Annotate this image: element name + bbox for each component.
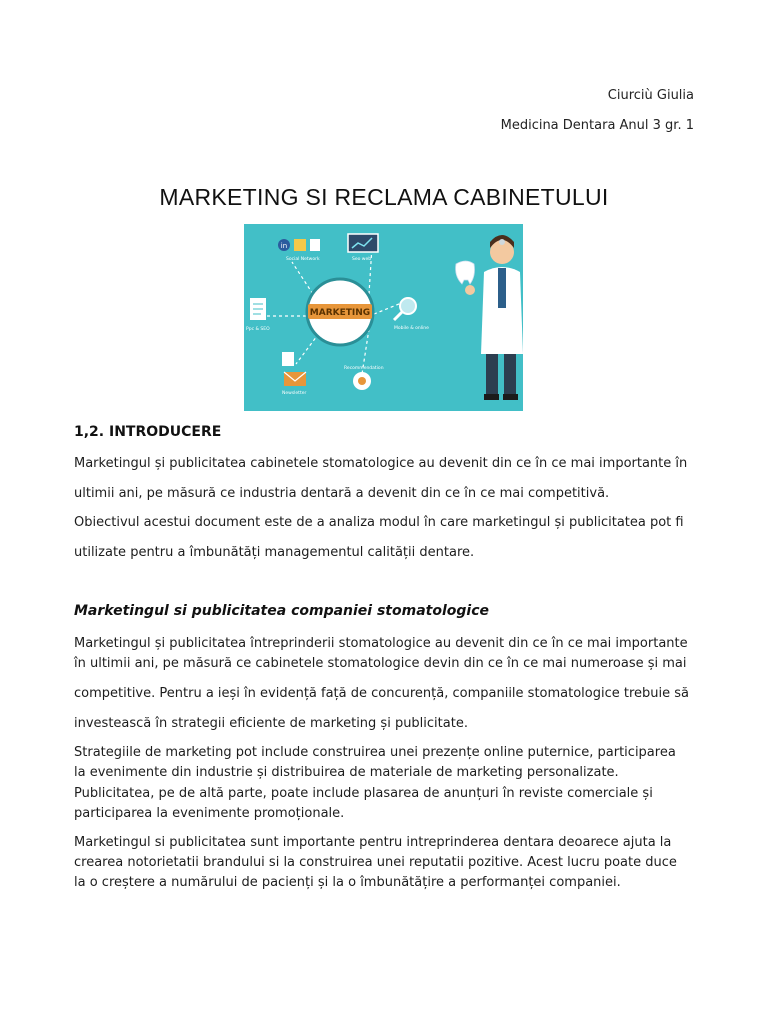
svg-text:in: in: [280, 242, 288, 250]
marketing-illustration: [244, 224, 523, 411]
magnifier-icon: [394, 298, 416, 320]
section-line-4: investească în strategii eficiente de marketing și publicitate.: [74, 716, 468, 731]
marketing-banner-text: MARKETING: [309, 308, 371, 318]
tooth-icon: [456, 261, 475, 295]
ppc-seo-icon: [250, 298, 266, 320]
section-heading: Marketingul si publicitatea companiei stomatologice: [74, 603, 489, 619]
newsletter-icon: [282, 352, 306, 386]
section-line-11: la o creștere a numărului de pacienți și la o îmbunătățire a performanței companiei.: [74, 875, 621, 890]
intro-line-4: utilizate pentru a îmbunătăți managementul calității dentare.: [74, 545, 475, 560]
document-title: MARKETING SI RECLAMA CABINETULUI: [159, 184, 609, 210]
program-info: Medicina Dentara Anul 3 gr. 1: [500, 118, 694, 133]
label-mobile-online: Mobile & online: [394, 326, 429, 331]
intro-line-1: Marketingul și publicitatea cabinetele stomatologice au devenit din ce în ce mai importante în: [74, 456, 688, 471]
intro-heading: 1,2. INTRODUCERE: [74, 424, 222, 440]
recommendation-icon: [353, 372, 371, 390]
section-line-7: Publicitatea, pe de altă parte, poate include plasarea de anunțuri în reviste comerciale și: [74, 786, 653, 801]
section-line-8: participarea la evenimente promoționale.: [74, 806, 345, 821]
social-network-icon: [278, 239, 320, 251]
section-line-10: crearea notorietatii brandului si la construirea unei reputatii pozitive. Acest lucru poate duce: [74, 855, 677, 870]
section-line-5: Strategiile de marketing pot include construirea unei prezențe online puternice, participarea: [74, 745, 676, 760]
label-seo-web: Seo web: [352, 257, 372, 262]
section-line-2: în ultimii ani, pe măsură ce cabinetele stomatologice devin din ce în ce mai numeroase și mai: [74, 656, 687, 671]
intro-line-2: ultimii ani, pe măsură ce industria dentară a devenit din ce în ce mai competitivă.: [74, 486, 610, 501]
author-name: Ciurciù Giulia: [607, 88, 694, 103]
section-line-3: competitive. Pentru a ieși în evidență față de concurență, companiile stomatologice trebuie să: [74, 686, 690, 701]
seo-web-icon: [348, 234, 378, 252]
label-social-network: Social Network: [286, 257, 320, 262]
intro-line-3: Obiectivul acestui document este de a analiza modul în care marketingul și publicitatea pot fi: [74, 515, 684, 530]
label-ppc-seo: Ppc & SEO: [246, 327, 270, 332]
label-newsletter: Newsletter: [282, 391, 307, 396]
section-line-1: Marketingul și publicitatea întreprinderii stomatologice au devenit din ce în ce mai importante: [74, 636, 688, 651]
marketing-illustration-svg: [244, 224, 523, 411]
section-line-6: la evenimente din industrie și distribuirea de materiale de marketing personalizate.: [74, 765, 619, 780]
section-line-9: Marketingul si publicitatea sunt importante pentru intreprinderea dentara deoarece ajuta la: [74, 835, 672, 850]
dentist-figure: [481, 235, 523, 400]
label-recommendation: Recommendation: [344, 366, 384, 371]
